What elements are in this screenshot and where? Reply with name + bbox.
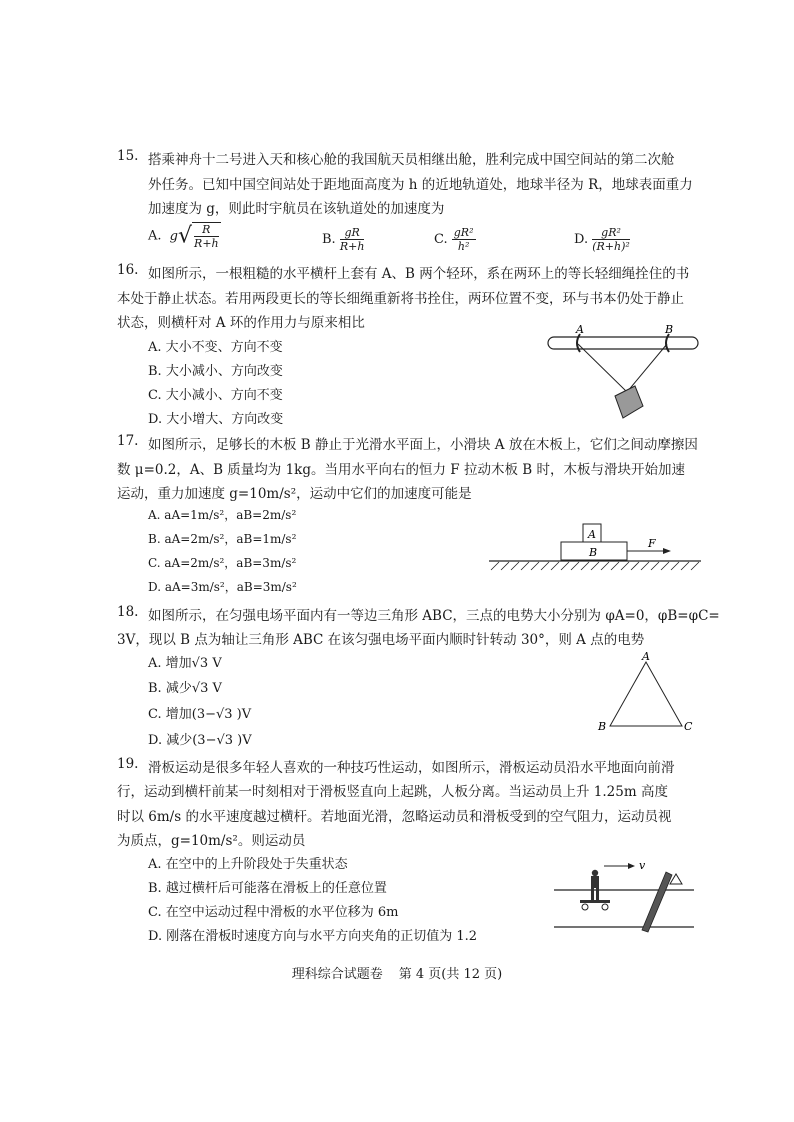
string-a [578, 344, 627, 392]
q15-option-c-num: gR² [453, 226, 474, 239]
skater-icon [591, 870, 599, 900]
q15-option-c-label: C. [434, 232, 448, 247]
footer-page-number: 第 4 页(共 12 页) [398, 967, 503, 982]
q17-number: 17. [117, 433, 139, 449]
q19-line-2: 行，运动到横杆前某一时刻相对于滑板竖直向上起跳，人板分离。当运动员上升 1.25m 高度 [117, 784, 668, 800]
q15-option-a-label: A. [148, 228, 162, 244]
vertex-b-label: B [598, 720, 607, 733]
q15-option-b-num: gR [340, 226, 365, 240]
q19-option-d[interactable]: D. 刚落在滑板时速度方向与水平方向夹角的正切值为 1.2 [148, 929, 478, 944]
q16-line-1: 如图所示，一根粗糙的水平横杆上套有 A、B 两个轻环，系在两环上的等长轻细绳拴住的书 [148, 266, 690, 282]
q16-line-3: 状态，则横杆对 A 环的作用力与原来相比 [117, 315, 365, 331]
q16-line-2: 本处于静止状态。若用两段更长的等长细绳重新将书拴住，两环位置不变，环与书本仍处于静止 [117, 291, 684, 307]
vertex-c-label: C [684, 720, 693, 733]
q17-option-c[interactable]: C. aA=2m/s²，aB=3m/s² [148, 556, 297, 570]
ring-b-label: B [665, 323, 674, 336]
q19-option-c[interactable]: C. 在空中运动过程中滑板的水平位移为 6m [148, 905, 399, 920]
q18-option-c[interactable]: C. 增加(3−√3 )V [148, 707, 252, 722]
q15-option-b-label: B. [322, 232, 336, 247]
q15-option-a-den: R+h [194, 237, 219, 250]
horizontal-rod [548, 337, 698, 349]
q15-option-a-num: R [194, 223, 219, 237]
velocity-label: v [639, 859, 646, 872]
triangle-abc [610, 662, 682, 726]
force-arrow-head-icon [663, 548, 671, 554]
q15-option-b[interactable] [322, 226, 364, 253]
q15-option-b-den: R+h [339, 240, 365, 253]
q18-option-b[interactable]: B. 减少√3 V [148, 681, 222, 696]
q18-line-1: 如图所示，在匀强电场平面内有一等边三角形 ABC，三点的电势大小分别为 φA=0，φB=φC= [148, 608, 720, 624]
force-label: F [648, 537, 656, 550]
q19-option-a[interactable]: A. 在空中的上升阶段处于失重状态 [148, 857, 348, 872]
q15-option-d[interactable] [574, 226, 630, 253]
skateboard-deck [580, 900, 610, 903]
q15-line-2: 外任务。已知中国空间站处于距地面高度为 h 的近地轨道处，地球半径为 R，地球表面重力 [148, 177, 693, 193]
q19-line-3: 时以 6m/s 的水平速度越过横杆。若地面光滑，忽略运动员和滑板受到的空气阻力，运动员视 [117, 809, 672, 825]
q19-line-4: 为质点，g=10m/s²。则运动员 [117, 833, 306, 849]
q16-option-c[interactable]: C. 大小减小、方向不变 [148, 388, 283, 403]
q15-option-c[interactable] [434, 226, 476, 253]
vertex-a-label: A [642, 650, 650, 663]
q16-option-b[interactable]: B. 大小减小、方向改变 [148, 364, 283, 379]
q18-option-a[interactable]: A. 增加√3 V [148, 656, 222, 671]
q18-number: 18. [117, 604, 139, 620]
wheel-front [582, 904, 588, 910]
q17-option-b[interactable]: B. aA=2m/s²，aB=1m/s² [148, 532, 297, 546]
ground-hatching [491, 562, 699, 570]
ring-a-label: A [576, 323, 584, 336]
q17-figure-blocks [485, 518, 705, 578]
q15-line-3: 加速度为 g，则此时宇航员在该轨道处的加速度为 [148, 201, 445, 217]
q15-line-1: 搭乘神舟十二号进入天和核心舱的我国航天员相继出舱，胜利完成中国空间站的第二次舱 [148, 152, 675, 168]
block-b-label: B [589, 546, 598, 559]
q18-line-2: 3V，现以 B 点为轴让三角形 ABC 在该匀强电场平面内顺时针转动 30°，则 A 点的电势 [117, 632, 645, 648]
q16-number: 16. [117, 262, 139, 278]
q19-figure-skateboard [548, 852, 700, 934]
q15-option-d-label: D. [574, 232, 589, 247]
q18-option-d[interactable]: D. 减少(3−√3 )V [148, 733, 252, 748]
wheel-back [602, 904, 608, 910]
page-footer [0, 963, 794, 982]
q19-option-b[interactable]: B. 越过横杆后可能落在滑板上的任意位置 [148, 881, 387, 896]
string-b [627, 344, 667, 392]
crossbar-support-pole [642, 872, 672, 932]
q16-option-a[interactable]: A. 大小不变、方向不变 [148, 340, 283, 355]
book-shape [615, 386, 643, 418]
q17-line-2: 数 μ=0.2，A、B 质量均为 1kg。当用水平向右的恒力 F 拉动木板 B 时，木板与滑块开始加速 [117, 462, 685, 478]
q15-option-a[interactable] [148, 222, 221, 250]
q17-option-d[interactable]: D. aA=3m/s²，aB=3m/s² [148, 580, 297, 594]
q17-line-3: 运动，重力加速度 g=10m/s²，运动中它们的加速度可能是 [117, 486, 472, 502]
q15-option-a-prefix: g [169, 228, 178, 244]
q15-option-c-den: h² [457, 240, 470, 253]
q19-line-1: 滑板运动是很多年轻人喜欢的一种技巧性运动，如图所示，滑板运动员沿水平地面向前滑 [148, 760, 675, 776]
q16-figure-rod-rings-book [545, 320, 705, 425]
velocity-arrow-head-icon [628, 863, 635, 869]
q15-number: 15. [117, 148, 139, 164]
q16-option-d[interactable]: D. 大小增大、方向改变 [148, 412, 284, 427]
q18-figure-triangle [596, 650, 700, 738]
sqrt-sign-icon: √ [178, 223, 193, 249]
q15-option-d-den: (R+h)² [592, 240, 630, 253]
block-a-label: A [588, 528, 596, 541]
q19-number: 19. [117, 756, 139, 772]
q17-option-a[interactable]: A. aA=1m/s²，aB=2m/s² [148, 508, 297, 522]
footer-title: 理科综合试题卷 [291, 967, 383, 982]
q17-line-1: 如图所示，足够长的木板 B 静止于光滑水平面上，小滑块 A 放在木板上，它们之间动摩擦因 [148, 437, 698, 453]
q15-option-d-num: gR² [592, 226, 630, 240]
